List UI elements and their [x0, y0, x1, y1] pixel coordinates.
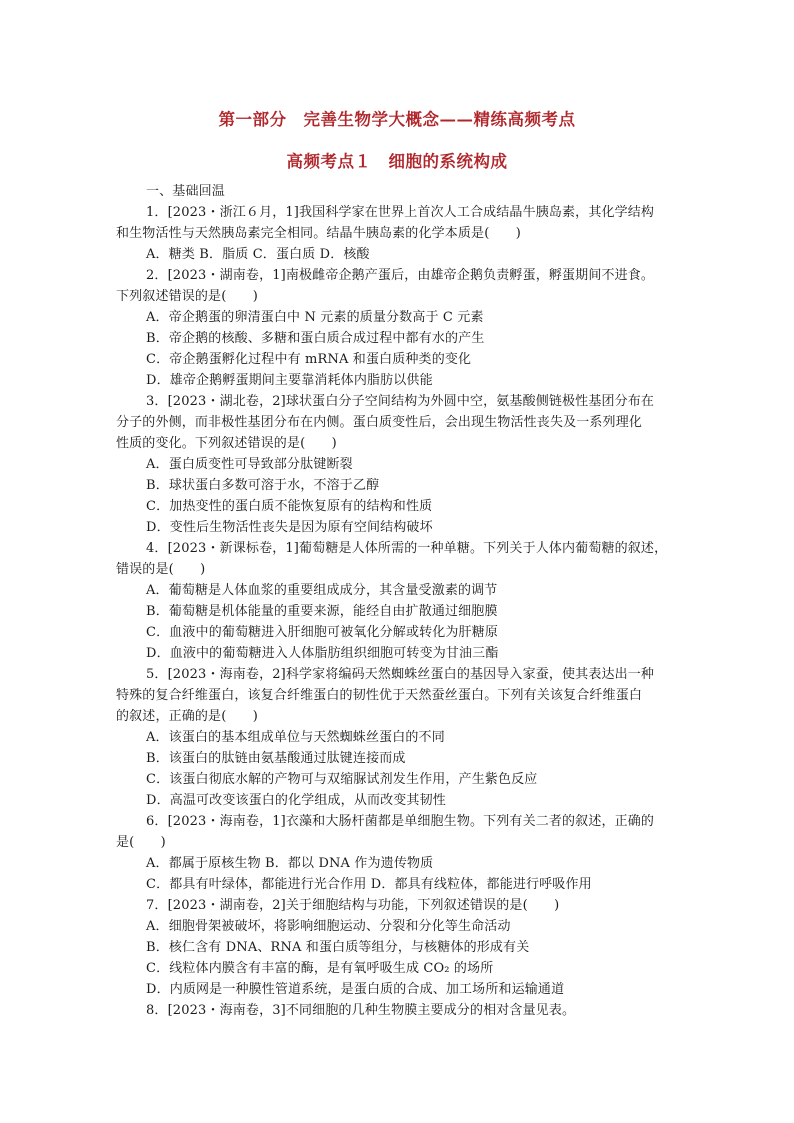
question-3-option-a: A．蛋白质变性可导致部分肽键断裂 — [146, 457, 353, 472]
question-1-stem-line-2: 和生物活性与天然胰岛素完全相同。结晶牛胰岛素的化学本质是( ) — [116, 226, 521, 241]
question-2-option-a: A．帝企鹅蛋的卵清蛋白中 N 元素的质量分数高于 C 元素 — [146, 310, 484, 325]
question-1-options: A．糖类 B．脂质 C．蛋白质 D．核酸 — [146, 247, 370, 262]
question-1-stem-line-1: 1．[2023・浙江６月，1]我国科学家在世界上首次人工合成结晶牛胰岛素，其化学结构 — [146, 205, 655, 220]
question-6-stem-line-2: 是( ) — [116, 835, 166, 850]
question-3-stem-line-2: 分子的外侧，而非极性基团分布在内侧。蛋白质变性后，会出现生物活性丧失及一系列理化 — [116, 415, 643, 430]
question-7-stem-line-1: 7．[2023・湖南卷，2]关于细胞结构与功能，下列叙述错误的是( ) — [146, 898, 560, 913]
question-4-option-b: B．葡萄糖是机体能量的重要来源，能经自由扩散通过细胞膜 — [146, 604, 498, 619]
question-7-option-c: C．线粒体内膜含有丰富的酶，是有氧呼吸生成 CO₂ 的场所 — [146, 961, 494, 976]
question-5-option-c: C．该蛋白彻底水解的产物可与双缩脲试剂发生作用，产生紫色反应 — [146, 772, 538, 787]
question-7-option-a: A．细胞骨架被破坏，将影响细胞运动、分裂和分化等生命活动 — [146, 919, 511, 934]
question-5-stem-line-3: 的叙述，正确的是( ) — [116, 709, 258, 724]
question-7-option-d: D．内质网是一种膜性管道系统，是蛋白质的合成、加工场所和运输通道 — [146, 982, 565, 997]
question-3-option-b: B．球状蛋白多数可溶于水，不溶于乙醇 — [146, 478, 380, 493]
question-5-option-a: A．该蛋白的基本组成单位与天然蜘蛛丝蛋白的不同 — [146, 730, 445, 745]
question-4-option-c: C．血液中的葡萄糖进入肝细胞可被氧化分解或转化为肝糖原 — [146, 625, 498, 640]
question-2-option-d: D．雄帝企鹅孵蛋期间主要靠消耗体内脂肪以供能 — [146, 373, 433, 388]
question-5-stem-line-2: 特殊的复合纤维蛋白，该复合纤维蛋白的韧性优于天然蚕丝蛋白。下列有关该复合纤维蛋白 — [116, 688, 643, 703]
section-heading: 一、基础回温 — [146, 184, 225, 199]
question-5-stem-line-1: 5．[2023・海南卷，2]科学家将编码天然蜘蛛丝蛋白的基因导入家蚕，使其表达出一种 — [146, 667, 655, 682]
question-2-stem-line-2: 下列叙述错误的是( ) — [116, 289, 258, 304]
question-3-option-c: C．加热变性的蛋白质不能恢复原有的结构和性质 — [146, 499, 433, 514]
question-6-stem-line-1: 6．[2023・海南卷，1]衣藻和大肠杆菌都是单细胞生物。下列有关二者的叙述，正确的 — [146, 814, 655, 829]
question-4-stem-line-2: 错误的是( ) — [116, 562, 206, 577]
question-2-option-c: C．帝企鹅蛋孵化过程中有 mRNA 和蛋白质种类的变化 — [146, 352, 472, 367]
question-6-options-ab: A．都属于原核生物 B．都以 DNA 作为遗传物质 — [146, 856, 434, 871]
question-7-option-b: B．核仁含有 DNA、RNA 和蛋白质等组分，与核糖体的形成有关 — [146, 940, 530, 955]
question-3-option-d: D．变性后生物活性丧失是因为原有空间结构破坏 — [146, 520, 433, 535]
question-5-option-b: B．该蛋白的肽链由氨基酸通过肽键连接而成 — [146, 751, 406, 766]
question-2-stem-line-1: 2．[2023・湖南卷，1]南极雌帝企鹅产蛋后，由雄帝企鹅负责孵蛋，孵蛋期间不进食。 — [146, 268, 655, 283]
question-8-stem-line-1: 8．[2023・海南卷，3]不同细胞的几种生物膜主要成分的相对含量见表。 — [146, 1003, 576, 1018]
question-4-stem-line-1: 4．[2023・新课标卷，1]葡萄糖是人体所需的一种单糖。下列关于人体内葡萄糖的叙述， — [146, 541, 668, 556]
part-title: 第一部分 完善生物学大概念——精练高频考点 — [218, 110, 576, 129]
question-4-option-a: A．葡萄糖是人体血浆的重要组成成分，其含量受激素的调节 — [146, 583, 498, 598]
question-2-option-b: B．帝企鹅的核酸、多糖和蛋白质合成过程中都有水的产生 — [146, 331, 485, 346]
question-3-stem-line-1: 3．[2023・湖北卷，2]球状蛋白分子空间结构为外圆中空，氨基酸侧链极性基团分布在 — [146, 394, 655, 409]
question-4-option-d: D．血液中的葡萄糖进入人体脂肪组织细胞可转变为甘油三酯 — [146, 646, 499, 661]
question-5-option-d: D．高温可改变该蛋白的化学组成，从而改变其韧性 — [146, 793, 446, 808]
topic-title: 高频考点１ 细胞的系统构成 — [286, 152, 508, 171]
question-6-options-cd: C．都具有叶绿体，都能进行光合作用 D．都具有线粒体，都能进行呼吸作用 — [146, 877, 592, 892]
question-3-stem-line-3: 性质的变化。下列叙述错误的是( ) — [116, 436, 337, 451]
